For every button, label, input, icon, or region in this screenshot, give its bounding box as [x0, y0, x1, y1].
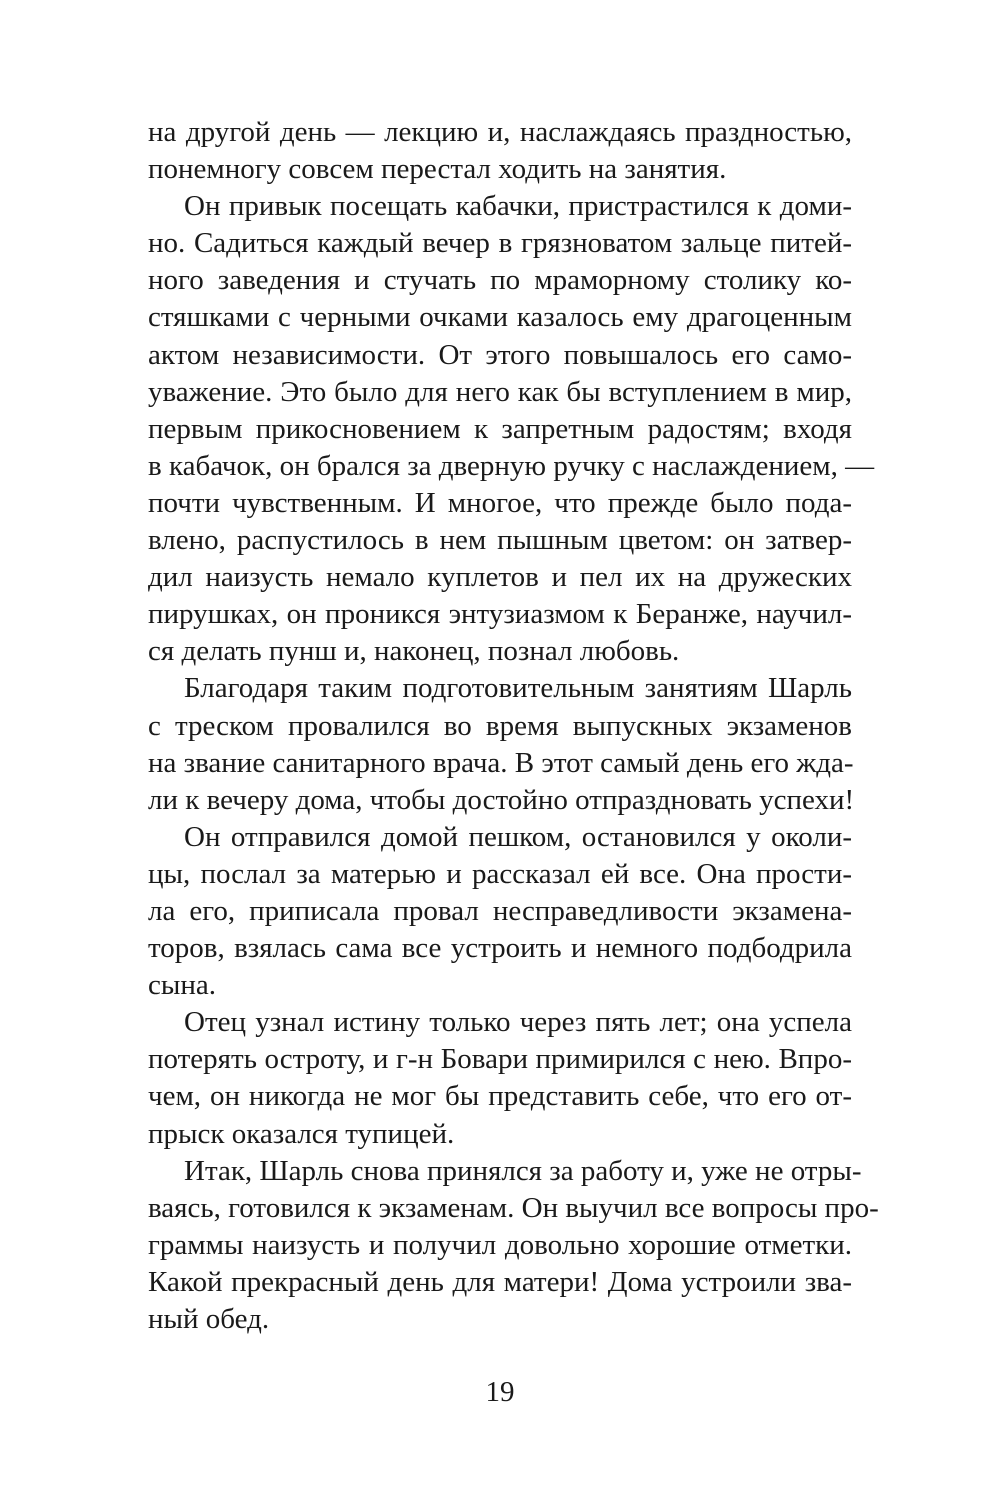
- text-line: первым прикосновением к запретным радостям; входя: [148, 412, 852, 445]
- text-line: пирушках, он проникся энтузиазмом к Беранже, научил-: [148, 598, 852, 631]
- text-line: ли к вечеру дома, чтобы достойно отпраздновать успехи!: [148, 783, 855, 816]
- paragraph: [148, 114, 852, 188]
- text-line: с треском провалился во время выпускных экзаменов: [148, 709, 852, 742]
- text-line: понемногу совсем перестал ходить на занятия.: [148, 153, 727, 186]
- text-line: влено, распустилось в нем пышным цветом: он затвер-: [148, 524, 852, 557]
- text-line: Благодаря таким подготовительным занятиям Шарль: [184, 672, 852, 705]
- paragraph: [148, 670, 855, 818]
- text-line: граммы наизусть и получил довольно хорошие отметки.: [148, 1228, 852, 1261]
- paragraph: [148, 1153, 879, 1338]
- text-line: на звание санитарного врача. В этот самый день его жда-: [148, 746, 854, 779]
- paragraph: [148, 188, 875, 670]
- text-line: потерять остроту, и г-н Бовари примирился с нею. Впро-: [148, 1043, 852, 1076]
- paragraph: [148, 1004, 852, 1152]
- body-text: [148, 114, 879, 1338]
- text-line: ла его, приписала провал несправедливости экзамена-: [148, 894, 852, 927]
- text-line: сына.: [148, 969, 216, 1002]
- text-line: стяшками с черными очками казалось ему драгоценным: [148, 301, 852, 334]
- text-line: ный обед.: [148, 1303, 270, 1335]
- text-line: Итак, Шарль снова принялся за работу и, уже не отры-: [184, 1154, 862, 1187]
- text-line: в кабачок, он брался за дверную ручку с наслаждением, —: [148, 449, 875, 482]
- text-line: уважение. Это было для него как бы вступлением в мир,: [148, 375, 852, 408]
- text-line: торов, взялась сама все устроить и немного подбодрила: [148, 932, 852, 965]
- text-line: прыск оказался тупицей.: [148, 1117, 455, 1150]
- text-line: ся делать пунш и, наконец, познал любовь.: [148, 635, 680, 668]
- text-line: но. Садиться каждый вечер в грязноватом зальце питей-: [148, 227, 852, 260]
- text-line: ваясь, готовился к экзаменам. Он выучил все вопросы про-: [148, 1191, 879, 1224]
- text-line: актом независимости. От этого повышалось его само-: [148, 338, 852, 371]
- text-line: Отец узнал истину только через пять лет; она успела: [184, 1006, 852, 1039]
- text-line: ного заведения и стучать по мраморному столику ко-: [148, 264, 852, 297]
- text-line: цы, послал за матерью и рассказал ей все. Она прости-: [148, 857, 852, 890]
- page-number: 19: [485, 1376, 515, 1408]
- text-line: Он привык посещать кабачки, пристрастился к доми-: [184, 190, 852, 223]
- text-line: почти чувственным. И многое, что прежде было пода-: [148, 486, 852, 519]
- text-line: Какой прекрасный день для матери! Дома устроили зва-: [148, 1265, 852, 1298]
- text-line: Он отправился домой пешком, остановился у околи-: [184, 820, 852, 853]
- paragraph: [148, 819, 852, 1004]
- text-line: чем, он никогда не мог бы представить себе, что его от-: [148, 1080, 852, 1113]
- text-line: на другой день — лекцию и, наслаждаясь праздностью,: [148, 116, 852, 148]
- text-line: дил наизусть немало куплетов и пел их на дружеских: [148, 561, 852, 594]
